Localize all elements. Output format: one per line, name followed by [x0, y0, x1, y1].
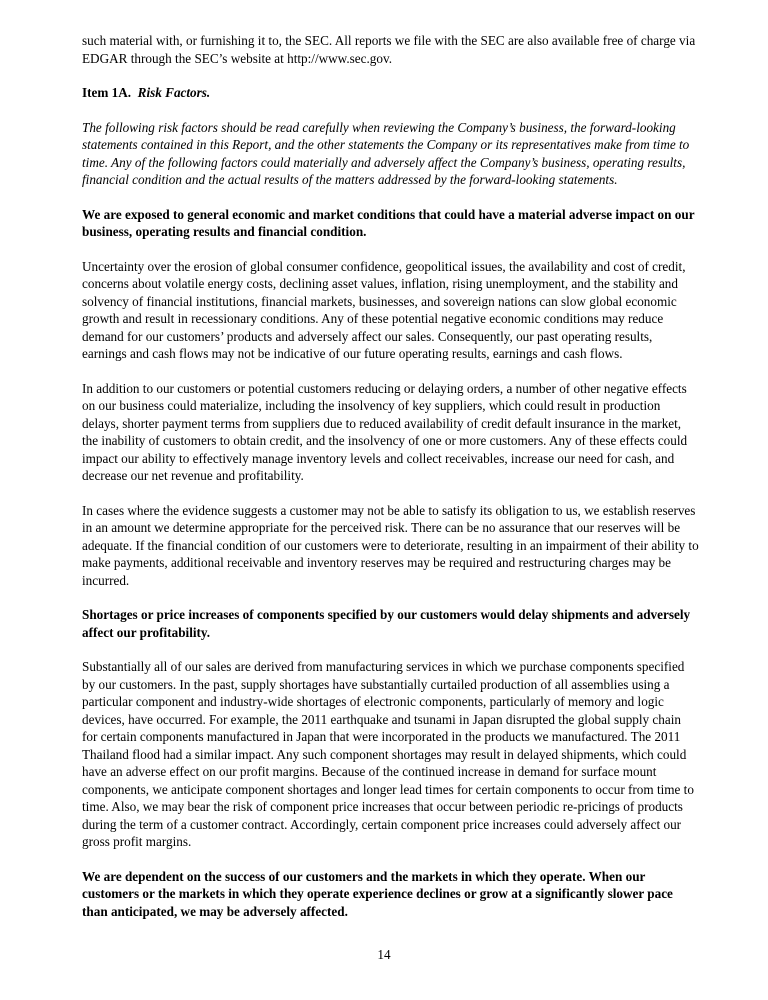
text-line: on our business could materialize, including the insolvency of key suppliers, which could result in production [82, 398, 661, 413]
text-line: concerns about volatile energy costs, declining asset values, inflation, rising unemployment, and the stability and [82, 276, 678, 291]
text-line: Uncertainty over the erosion of global consumer confidence, geopolitical issues, the availability and cost of credit, [82, 258, 686, 274]
text-line: adequate. If the financial condition of our customers were to deteriorate, resulting in an impairment of their ability to [82, 537, 699, 553]
text-line: impact our ability to effectively manage inventory levels and collect receivables, increase our need for cash, and [82, 450, 675, 466]
paragraph-reserves [82, 502, 722, 590]
text-line: time. Any of the following factors could materially and adversely affect the Company’s business, operating results, [82, 154, 686, 170]
text-line: such material with, or furnishing it to, the SEC. All reports we file with the SEC are also available free of charge via [82, 33, 696, 48]
text-line: solvency of financial institutions, financial markets, businesses, and sovereign nations can slow global economic [82, 293, 677, 309]
text-line: Substantially all of our sales are derived from manufacturing services in which we purchase components specified [82, 659, 685, 674]
heading-shortages [82, 606, 722, 641]
text-line: The following risk factors should be read carefully when reviewing the Company’s business, the forward-looking [82, 119, 676, 135]
paragraph-uncertainty [82, 258, 722, 363]
text-line: incurred. [82, 572, 130, 588]
heading-dependent-customers [82, 868, 722, 921]
text-line: during the term of a customer contract. Accordingly, certain component price increases could adversely affect our [82, 816, 682, 832]
text-line: demand for our customers’ products and adversely affect our sales. Consequently, our past operating results, [82, 328, 653, 344]
paragraph-customers-reducing [82, 380, 722, 485]
text-line: affect our profitability. [82, 624, 211, 640]
heading-economic-conditions [82, 206, 722, 241]
text-line: Thailand flood had a similar impact. Any such component shortages may result in delayed shipments, which could [82, 746, 687, 762]
text-line: than anticipated, we may be adversely affected. [82, 903, 348, 919]
text-line: customers or the markets in which they operate experience declines or grow at a significantly slower pace [82, 886, 673, 901]
text-line: make payments, additional receivable and inventory reserves may be required and restructuring charges may be [82, 555, 671, 570]
text-line: particular component and industry-wide shortages of electronic components, particularly of memory and logic [82, 694, 664, 709]
text-line: gross profit margins. [82, 834, 192, 849]
italic-intro [82, 119, 722, 189]
text-line: statements contained in this Report, and the other statements the Company or its representatives make from time to [82, 137, 690, 152]
text-line: the inability of customers to obtain credit, and the insolvency of one or more customers. Any of these effects could [82, 433, 688, 448]
text-line: time. Also, we may bear the risk of component price increases that occur between periodic re-pricings of products [82, 799, 683, 814]
document-body [82, 32, 722, 937]
item-number: Item 1A [82, 85, 128, 100]
text-line: growth and result in recessionary conditions. Any of these potential negative economic conditions may reduce [82, 311, 664, 326]
text-line: delays, shorter payment terms from suppliers due to reduced availability of credit default insurance in the market, [82, 415, 682, 431]
text-line: financial condition and the actual results of the matters addressed by the forward-looking statements. [82, 172, 618, 187]
text-line: for certain components manufactured in Japan that were incorporated in the products we manufactured. The 2011 [82, 729, 681, 744]
text-line: by our customers. In the past, supply shortages have substantially curtailed production of all assemblies using a [82, 676, 670, 692]
text-line: business, operating results and financial condition. [82, 224, 367, 239]
item-heading: Item 1A. Risk Factors. [82, 85, 211, 100]
text-line: in an amount we determine appropriate for the perceived risk. There can be no assurance that our reserves will be [82, 520, 681, 535]
paragraph-components [82, 658, 722, 851]
page-number: 14 [377, 947, 391, 962]
text-line: Shortages or price increases of components specified by our customers would delay shipments and adversely [82, 607, 691, 622]
text-line: components, we anticipate component shortages and longer lead times for certain components to occur from time to [82, 781, 694, 797]
text-line: We are exposed to general economic and market conditions that could have a material adverse impact on our [82, 206, 695, 222]
intro-paragraph [82, 32, 722, 67]
text-line: In cases where the evidence suggests a customer may not be able to satisfy its obligation to us, we establish reserves [82, 502, 696, 518]
text-line: have an adverse effect on our profit margins. Because of the continued increase in demand for surface mount [82, 764, 657, 779]
text-line: earnings and cash flows may not be indicative of our future operating results, earnings and cash flows. [82, 346, 623, 361]
text-line: EDGAR through the SEC’s website at http://www.sec.gov. [82, 50, 392, 66]
text-line: devices, have occurred. For example, the 2011 earthquake and tsunami in Japan disrupted the global supply chain [82, 711, 681, 727]
text-line: In addition to our customers or potential customers reducing or delaying orders, a number of other negative effects [82, 380, 687, 396]
text-line: decrease our net revenue and profitability. [82, 468, 304, 483]
text-line: We are dependent on the success of our customers and the markets in which they operate. When our [82, 868, 646, 884]
item-title: Risk Factors. [137, 85, 211, 100]
